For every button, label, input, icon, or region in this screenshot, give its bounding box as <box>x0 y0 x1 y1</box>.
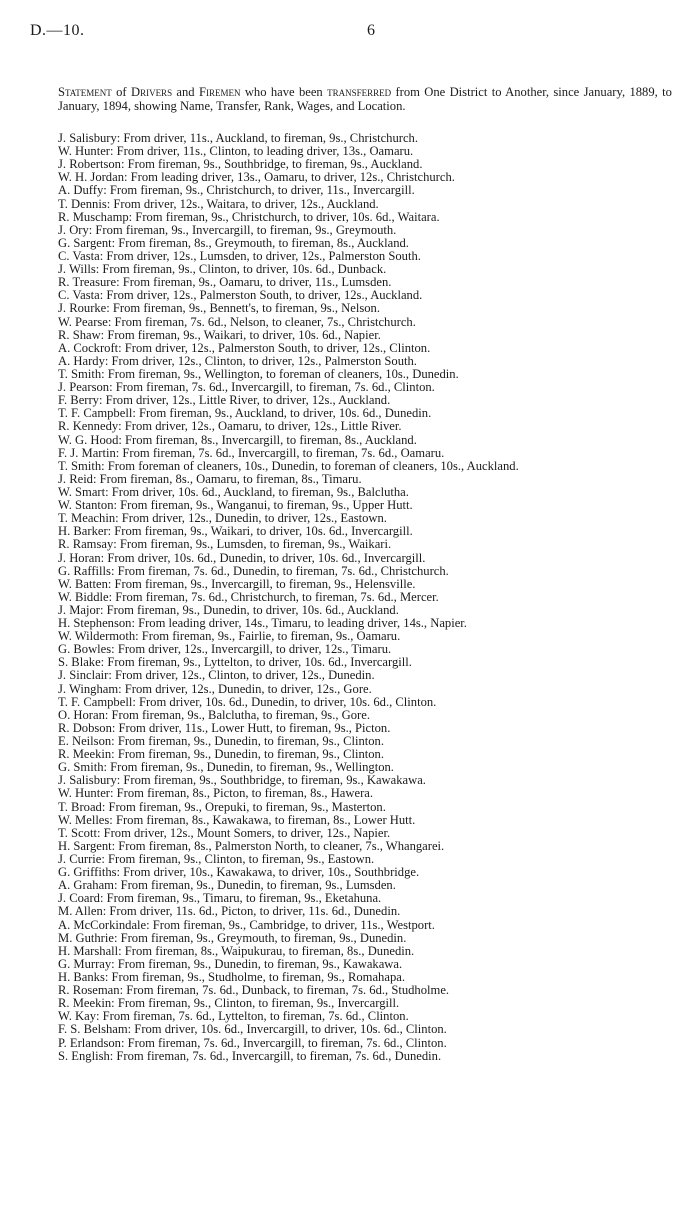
document-reference: D.—10. <box>30 22 85 39</box>
title-word-and: and <box>176 85 195 99</box>
transfer-entry: W. Melles: From fireman, 8s., Kawakawa, to fireman, 8s., Lower Hutt. <box>58 812 416 827</box>
transfer-entry: T. Meachin: From driver, 12s., Dunedin, to driver, 12s., Eastown. <box>58 511 387 526</box>
title-word-drivers: Drivers <box>130 85 173 99</box>
transfer-entry: G. Griffiths: From driver, 10s., Kawakawa, to driver, 10s., Southbridge. <box>58 865 420 880</box>
transfer-list <box>58 132 690 1063</box>
page-number: 6 <box>367 22 375 39</box>
transfer-entry: A. Cockroft: From driver, 12s., Palmerston South, to driver, 12s., Clinton. <box>58 340 431 355</box>
transfer-entry: P. Erlandson: From fireman, 7s. 6d., Invercargill, to fireman, 7s. 6d., Clinton. <box>58 1035 447 1050</box>
transfer-entry: T. Smith: From fireman, 9s., Wellington, to foreman of cleaners, 10s., Dunedin. <box>58 366 459 381</box>
transfer-entry: C. Vasta: From driver, 12s., Palmerston South, to driver, 12s., Auckland. <box>58 288 423 303</box>
transfer-entry: R. Meekin: From fireman, 9s., Dunedin, to fireman, 9s., Clinton. <box>58 747 384 762</box>
transfer-entry: W. Stanton: From fireman, 9s., Wanganui, to fireman, 9s., Upper Hutt. <box>58 498 413 513</box>
transfer-entry: G. Bowles: From driver, 12s., Invercargill, to driver, 12s., Timaru. <box>58 642 392 657</box>
transfer-entry: W. Biddle: From fireman, 7s. 6d., Christchurch, to fireman, 7s. 6d., Mercer. <box>58 589 439 604</box>
transfer-entry: J. Coard: From fireman, 9s., Timaru, to fireman, 9s., Eketahuna. <box>58 891 382 906</box>
transfer-entry: H. Sargent: From fireman, 8s., Palmerston North, to cleaner, 7s., Whangarei. <box>58 838 445 853</box>
transfer-entry: T. Dennis: From driver, 12s., Waitara, to driver, 12s., Auckland. <box>58 196 379 211</box>
transfer-entry: H. Marshall: From fireman, 8s., Waipukurau, to fireman, 8s., Dunedin. <box>58 943 415 958</box>
transfer-entry: W. G. Hood: From fireman, 8s., Invercargill, to fireman, 8s., Auckland. <box>58 432 417 447</box>
transfer-entry: A. Duffy: From fireman, 9s., Christchurch, to driver, 11s., Invercargill. <box>58 183 415 198</box>
transfer-entry: R. Muschamp: From fireman, 9s., Christchurch, to driver, 10s. 6d., Waitara. <box>58 209 440 224</box>
transfer-entry: R. Meekin: From fireman, 9s., Clinton, to fireman, 9s., Invercargill. <box>58 996 400 1011</box>
title-word-of: of <box>116 85 127 99</box>
page-header <box>30 22 670 42</box>
transfer-entry: S. English: From fireman, 7s. 6d., Invercargill, to fireman, 7s. 6d., Dunedin. <box>58 1048 442 1063</box>
transfer-entry: R. Ramsay: From fireman, 9s., Lumsden, to fireman, 9s., Waikari. <box>58 537 392 552</box>
transfer-entry: R. Treasure: From fireman, 9s., Oamaru, to driver, 11s., Lumsden. <box>58 275 392 290</box>
transfer-entry: J. Major: From fireman, 9s., Dunedin, to driver, 10s. 6d., Auckland. <box>58 602 399 617</box>
title-phrase: who have been <box>244 85 323 99</box>
transfer-entry: R. Shaw: From fireman, 9s., Waikari, to driver, 10s. 6d., Napier. <box>58 327 381 342</box>
transfer-entry: S. Blake: From fireman, 9s., Lyttelton, to driver, 10s. 6d., Invercargill. <box>58 655 412 670</box>
transfer-entry: H. Barker: From fireman, 9s., Waikari, to driver, 10s. 6d., Invercargill. <box>58 524 413 539</box>
transfer-entry: T. Scott: From driver, 12s., Mount Somers, to driver, 12s., Napier. <box>58 825 391 840</box>
title-word-firemen: Firemen <box>198 85 241 99</box>
transfer-entry: J. Salisbury: From driver, 11s., Auckland, to fireman, 9s., Christchurch. <box>58 131 419 145</box>
transfer-entry: J. Pearson: From fireman, 7s. 6d., Invercargill, to fireman, 7s. 6d., Clinton. <box>58 380 435 395</box>
transfer-entry: F. Berry: From driver, 12s., Little River, to driver, 12s., Auckland. <box>58 393 391 408</box>
title-rest: from One District to Another, since January, 1889, to January, 1894, showing Name, Transfer, Rank, Wages, and Location. <box>58 85 672 113</box>
transfer-entry: R. Dobson: From driver, 11s., Lower Hutt, to fireman, 9s., Picton. <box>58 720 391 735</box>
transfer-entry: J. Reid: From fireman, 8s., Oamaru, to fireman, 8s., Timaru. <box>58 471 362 486</box>
transfer-entry: T. Broad: From fireman, 9s., Orepuki, to fireman, 9s., Masterton. <box>58 799 386 814</box>
transfer-entry: G. Murray: From fireman, 9s., Dunedin, to fireman, 9s., Kawakawa. <box>58 956 403 971</box>
statement-title <box>58 86 672 113</box>
transfer-entry: W. Wildermoth: From fireman, 9s., Fairlie, to fireman, 9s., Oamaru. <box>58 629 401 644</box>
transfer-entry: W. Batten: From fireman, 9s., Invercargill, to fireman, 9s., Helensville. <box>58 576 416 591</box>
transfer-entry: G. Smith: From fireman, 9s., Dunedin, to fireman, 9s., Wellington. <box>58 760 394 775</box>
transfer-entry: O. Horan: From fireman, 9s., Balclutha, to fireman, 9s., Gore. <box>58 707 370 722</box>
transfer-entry: J. Wills: From fireman, 9s., Clinton, to driver, 10s. 6d., Dunback. <box>58 262 387 277</box>
transfer-entry: J. Rourke: From fireman, 9s., Bennett's, to fireman, 9s., Nelson. <box>58 301 380 316</box>
transfer-entry: J. Currie: From fireman, 9s., Clinton, to fireman, 9s., Eastown. <box>58 852 375 867</box>
transfer-entry: F. J. Martin: From fireman, 7s. 6d., Invercargill, to fireman, 7s. 6d., Oamaru. <box>58 445 445 460</box>
transfer-entry: J. Sinclair: From driver, 12s., Clinton, to driver, 12s., Dunedin. <box>58 668 375 683</box>
transfer-entry: W. Kay: From fireman, 7s. 6d., Lyttelton, to fireman, 7s. 6d., Clinton. <box>58 1009 409 1024</box>
transfer-entry: E. Neilson: From fireman, 9s., Dunedin, to fireman, 9s., Clinton. <box>58 734 384 749</box>
transfer-entry: W. Hunter: From fireman, 8s., Picton, to fireman, 8s., Hawera. <box>58 786 374 801</box>
transfer-entry: J. Horan: From driver, 10s. 6d., Dunedin, to driver, 10s. 6d., Invercargill. <box>58 550 426 565</box>
transfer-entry: T. F. Campbell: From fireman, 9s., Auckland, to driver, 10s. 6d., Dunedin. <box>58 406 432 421</box>
transfer-entry: W. Pearse: From fireman, 7s. 6d., Nelson, to cleaner, 7s., Christchurch. <box>58 314 416 329</box>
transfer-entry: M. Guthrie: From fireman, 9s., Greymouth, to fireman, 9s., Dunedin. <box>58 930 407 945</box>
transfer-entry: W. Smart: From driver, 10s. 6d., Auckland, to fireman, 9s., Balclutha. <box>58 484 409 499</box>
transfer-entry: T. F. Campbell: From driver, 10s. 6d., Dunedin, to driver, 10s. 6d., Clinton. <box>58 694 437 709</box>
transfer-entry: M. Allen: From driver, 11s. 6d., Picton, to driver, 11s. 6d., Dunedin. <box>58 904 401 919</box>
transfer-entry: C. Vasta: From driver, 12s., Lumsden, to driver, 12s., Palmerston South. <box>58 248 421 263</box>
transfer-entry: J. Robertson: From fireman, 9s., Southbridge, to fireman, 9s., Auckland. <box>58 157 423 172</box>
transfer-entry: A. Graham: From fireman, 9s., Dunedin, to fireman, 9s., Lumsden. <box>58 878 396 893</box>
transfer-entry: R. Kennedy: From driver, 12s., Oamaru, to driver, 12s., Little River. <box>58 419 402 434</box>
transfer-entry: W. Hunter: From driver, 11s., Clinton, to leading driver, 13s., Oamaru. <box>58 144 414 159</box>
transfer-entry: J. Ory: From fireman, 9s., Invercargill, to fireman, 9s., Greymouth. <box>58 222 397 237</box>
title-word-transferred: transferred <box>327 85 392 99</box>
title-word-statement: Statement <box>58 85 112 99</box>
transfer-entry: G. Raffills: From fireman, 7s. 6d., Dunedin, to fireman, 7s. 6d., Christchurch. <box>58 563 449 578</box>
transfer-entry: A. Hardy: From driver, 12s., Clinton, to driver, 12s., Palmerston South. <box>58 353 417 368</box>
transfer-entry: J. Salisbury: From fireman, 9s., Southbridge, to fireman, 9s., Kawakawa. <box>58 773 426 788</box>
transfer-entry: T. Smith: From foreman of cleaners, 10s., Dunedin, to foreman of cleaners, 10s., Auckland. <box>58 458 519 473</box>
transfer-entry: A. McCorkindale: From fireman, 9s., Cambridge, to driver, 11s., Westport. <box>58 917 435 932</box>
transfer-entry: J. Wingham: From driver, 12s., Dunedin, to driver, 12s., Gore. <box>58 681 372 696</box>
transfer-entry: W. H. Jordan: From leading driver, 13s., Oamaru, to driver, 12s., Christchurch. <box>58 170 455 185</box>
transfer-entry: H. Stephenson: From leading driver, 14s., Timaru, to leading driver, 14s., Napier. <box>58 616 467 631</box>
transfer-entry: R. Roseman: From fireman, 7s. 6d., Dunback, to fireman, 7s. 6d., Studholme. <box>58 983 450 998</box>
transfer-entry: G. Sargent: From fireman, 8s., Greymouth, to fireman, 8s., Auckland. <box>58 235 409 250</box>
transfer-entry: F. S. Belsham: From driver, 10s. 6d., Invercargill, to driver, 10s. 6d., Clinton. <box>58 1022 447 1037</box>
transfer-entry: H. Banks: From fireman, 9s., Studholme, to fireman, 9s., Romahapa. <box>58 970 405 984</box>
